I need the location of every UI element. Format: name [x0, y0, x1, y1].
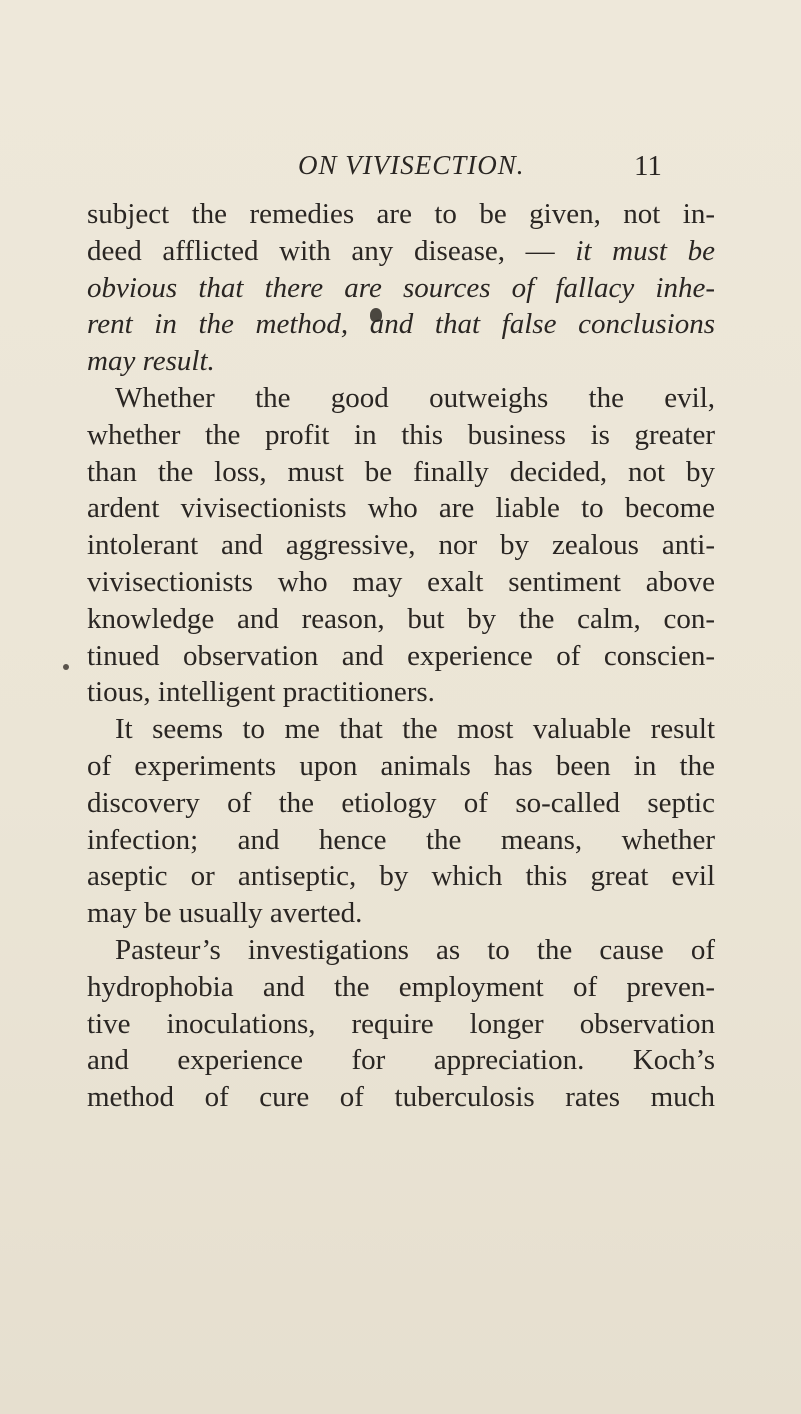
text-segment: ardent vivisectionists who are liable to become [87, 492, 715, 525]
italic-text: rent in the method, and that false conclusions [87, 308, 715, 341]
italic-text: obvious that there are sources of fallacy inhe- [87, 271, 715, 304]
text-line [87, 674, 715, 711]
text-line [87, 306, 715, 343]
text-line [87, 490, 715, 527]
text-line [87, 638, 715, 675]
page-number: 11 [634, 150, 662, 182]
text-segment: tive inoculations, require longer observation [87, 1007, 715, 1040]
text-segment: vivisectionists who may exalt sentiment above [87, 565, 715, 598]
text-line [87, 748, 715, 785]
text-segment: deed afflicted with any disease, — [87, 234, 576, 267]
text-line [87, 527, 715, 564]
text-line [87, 895, 715, 932]
running-head-title: ON VIVISECTION. [298, 150, 525, 180]
text-line [87, 270, 715, 307]
text-segment: tious, intelligent practitioners. [87, 676, 435, 709]
text-line [87, 932, 715, 969]
text-line [87, 858, 715, 895]
text-segment: of experiments upon animals has been in the [87, 749, 715, 782]
text-segment: It seems to me that the most valuable result [115, 713, 715, 746]
running-head [0, 150, 801, 190]
text-segment: knowledge and reason, but by the calm, con- [87, 602, 715, 635]
text-segment: method of cure of tuberculosis rates much [87, 1081, 715, 1114]
italic-text: may result. [87, 345, 215, 378]
text-segment: subject the remedies are to be given, not in- [87, 198, 715, 230]
text-segment: may be usually averted. [87, 897, 363, 930]
body-text [87, 196, 715, 1116]
text-line [87, 1006, 715, 1043]
text-line [87, 1079, 715, 1116]
text-segment: tinued observation and experience of conscien- [87, 639, 715, 672]
text-line [87, 380, 715, 417]
text-line [87, 343, 715, 380]
text-line [87, 196, 715, 233]
text-line [87, 822, 715, 859]
text-segment: infection; and hence the means, whether [87, 823, 715, 856]
text-segment: discovery of the etiology of so-called septic [87, 786, 715, 819]
text-line [87, 601, 715, 638]
text-line [87, 969, 715, 1006]
text-line [87, 233, 715, 270]
text-segment: aseptic or antiseptic, by which this great evil [87, 860, 715, 893]
text-line [87, 1042, 715, 1079]
margin-dot-mark [63, 664, 69, 670]
text-segment: than the loss, must be finally decided, not by [87, 455, 715, 488]
text-segment: Whether the good outweighs the evil, [115, 381, 715, 414]
text-line [87, 417, 715, 454]
text-segment: intolerant and aggressive, nor by zealous anti- [87, 529, 715, 562]
text-line [87, 454, 715, 491]
text-line [87, 711, 715, 748]
italic-text: it must be [575, 234, 715, 267]
text-line [87, 785, 715, 822]
text-segment: hydrophobia and the employment of preven- [87, 970, 715, 1003]
text-segment: whether the profit in this business is greater [87, 418, 715, 451]
text-segment: Pasteur’s investigations as to the cause of [115, 933, 715, 966]
text-line [87, 564, 715, 601]
text-segment: and experience for appreciation. Koch’s [87, 1044, 715, 1077]
